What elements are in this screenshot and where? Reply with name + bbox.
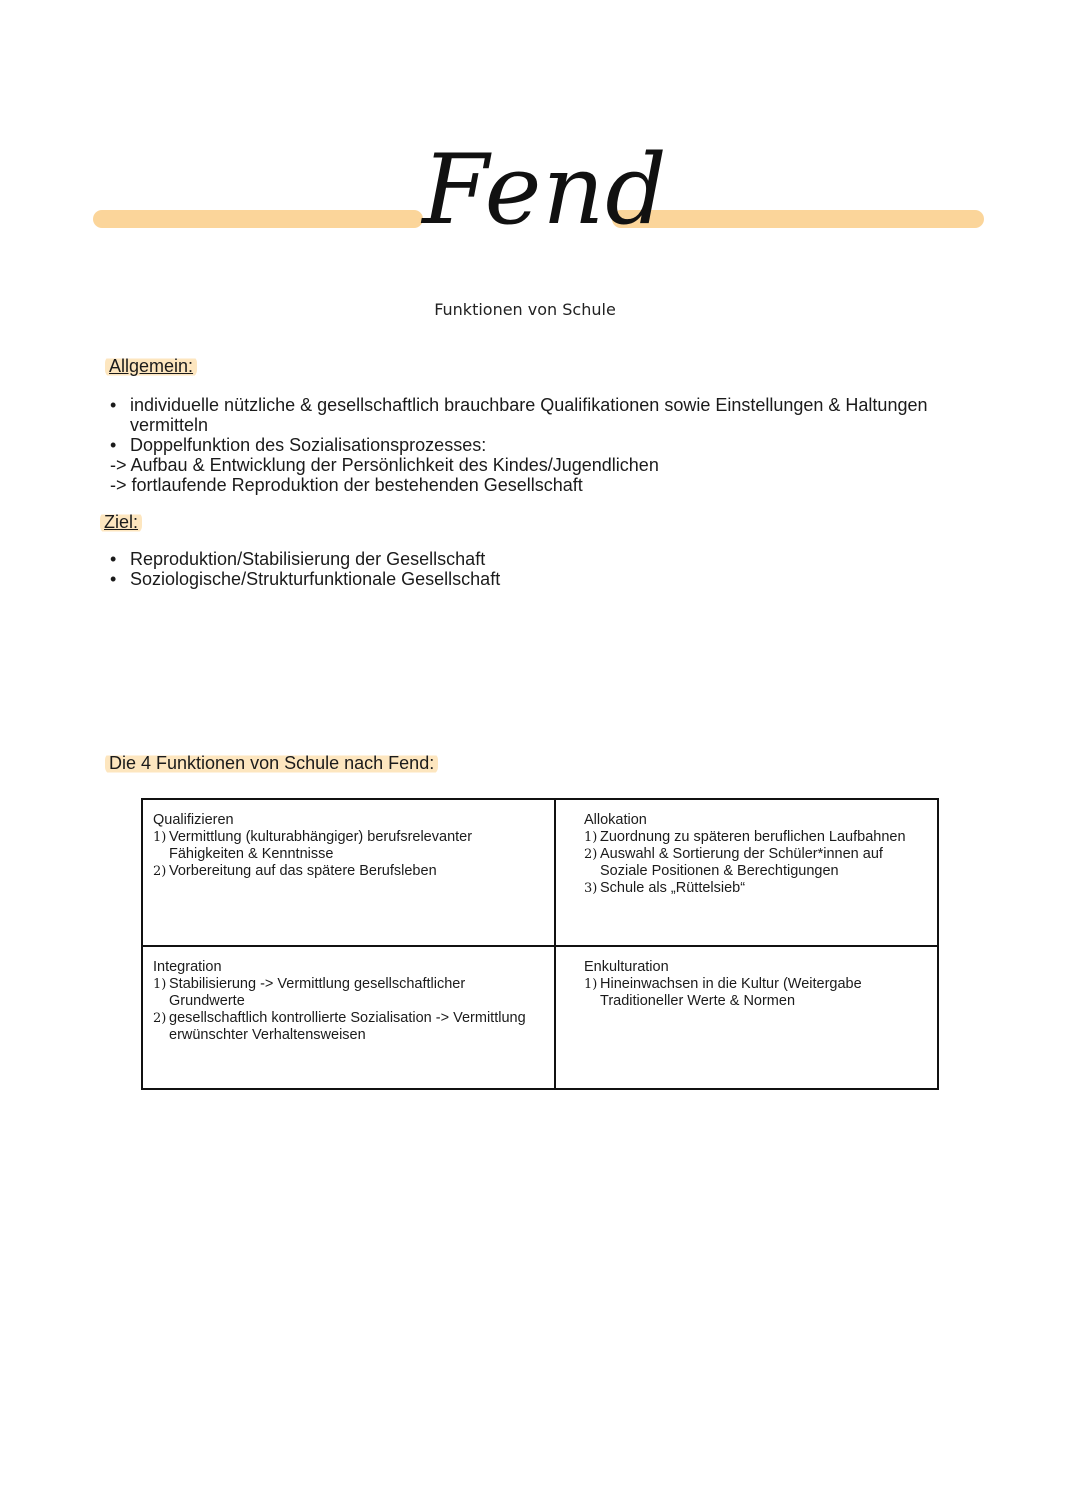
item-text: gesellschaftlich kontrollierte Sozialisation -> Vermittlung erwünschter Verhaltensweisen	[169, 1010, 526, 1043]
cell-allokation	[554, 800, 937, 945]
allgemein-bullet: • Doppelfunktion des Sozialisationsprozesses:	[110, 435, 970, 455]
cell-qualifizieren	[143, 800, 554, 945]
item-text: Auswahl & Sortierung der Schüler*innen auf Soziale Positionen & Berechtigungen	[600, 846, 883, 879]
item-text: Vorbereitung auf das spätere Berufsleben	[169, 863, 437, 879]
item-text: Schule als „Rüttelsieb“	[600, 880, 746, 896]
cell-item	[153, 1010, 544, 1044]
ziel-bullet: • Reproduktion/Stabilisierung der Gesellschaft	[110, 549, 710, 569]
allgemein-arrow-line: -> fortlaufende Reproduktion der bestehenden Gesellschaft	[110, 475, 583, 495]
allgemein-arrow-line: -> Aufbau & Entwicklung der Persönlichkeit des Kindes/Jugendlichen	[110, 455, 659, 475]
cell-item	[584, 829, 927, 846]
cell-item	[584, 976, 927, 1010]
item-number: 2)	[153, 1011, 167, 1026]
allgemein-bullet: • individuelle nützliche & gesellschaftlich brauchbare Qualifikationen sowie Einstellungen & Haltungen vermitteln	[110, 395, 970, 435]
item-number: 2)	[153, 864, 167, 879]
cell-enkulturation	[554, 945, 937, 1088]
item-number: 1)	[153, 977, 167, 992]
item-number: 1)	[584, 830, 598, 845]
item-number: 2)	[584, 847, 598, 862]
cell-integration	[143, 945, 554, 1088]
item-number: 1)	[153, 830, 167, 845]
item-text: Stabilisierung -> Vermittlung gesellschaftlicher Grundwerte	[169, 976, 466, 1009]
cell-item	[584, 880, 927, 897]
cell-item	[153, 829, 544, 863]
item-number: 1)	[584, 977, 598, 992]
item-text: Vermittlung (kulturabhängiger) berufsrelevanter Fähigkeiten & Kenntnisse	[169, 829, 473, 862]
cell-title: Enkulturation	[584, 959, 669, 975]
item-text: Hineinwachsen in die Kultur (Weitergabe Traditioneller Werte & Normen	[600, 976, 862, 1009]
cell-item	[153, 863, 544, 880]
page-subtitle: Funktionen von Schule	[434, 300, 616, 319]
cell-item	[584, 846, 927, 880]
page-title: Fend	[422, 134, 668, 246]
allgemein-section	[110, 395, 970, 495]
ziel-bullet: • Soziologische/Strukturfunktionale Gesellschaft	[110, 569, 710, 589]
cell-title: Qualifizieren	[153, 812, 234, 828]
heading-funktionen: Die 4 Funktionen von Schule nach Fend:	[105, 752, 438, 775]
item-number: 3)	[584, 881, 598, 896]
title-decoration-bar-left	[93, 210, 423, 228]
funktionen-table	[141, 798, 939, 1090]
cell-item	[153, 976, 544, 1010]
heading-ziel: Ziel:	[100, 511, 142, 534]
ziel-section	[110, 549, 710, 589]
cell-title: Integration	[153, 959, 222, 975]
item-text: Zuordnung zu späteren beruflichen Laufbahnen	[600, 829, 906, 845]
cell-title: Allokation	[584, 812, 647, 828]
heading-allgemein: Allgemein:	[105, 355, 197, 378]
